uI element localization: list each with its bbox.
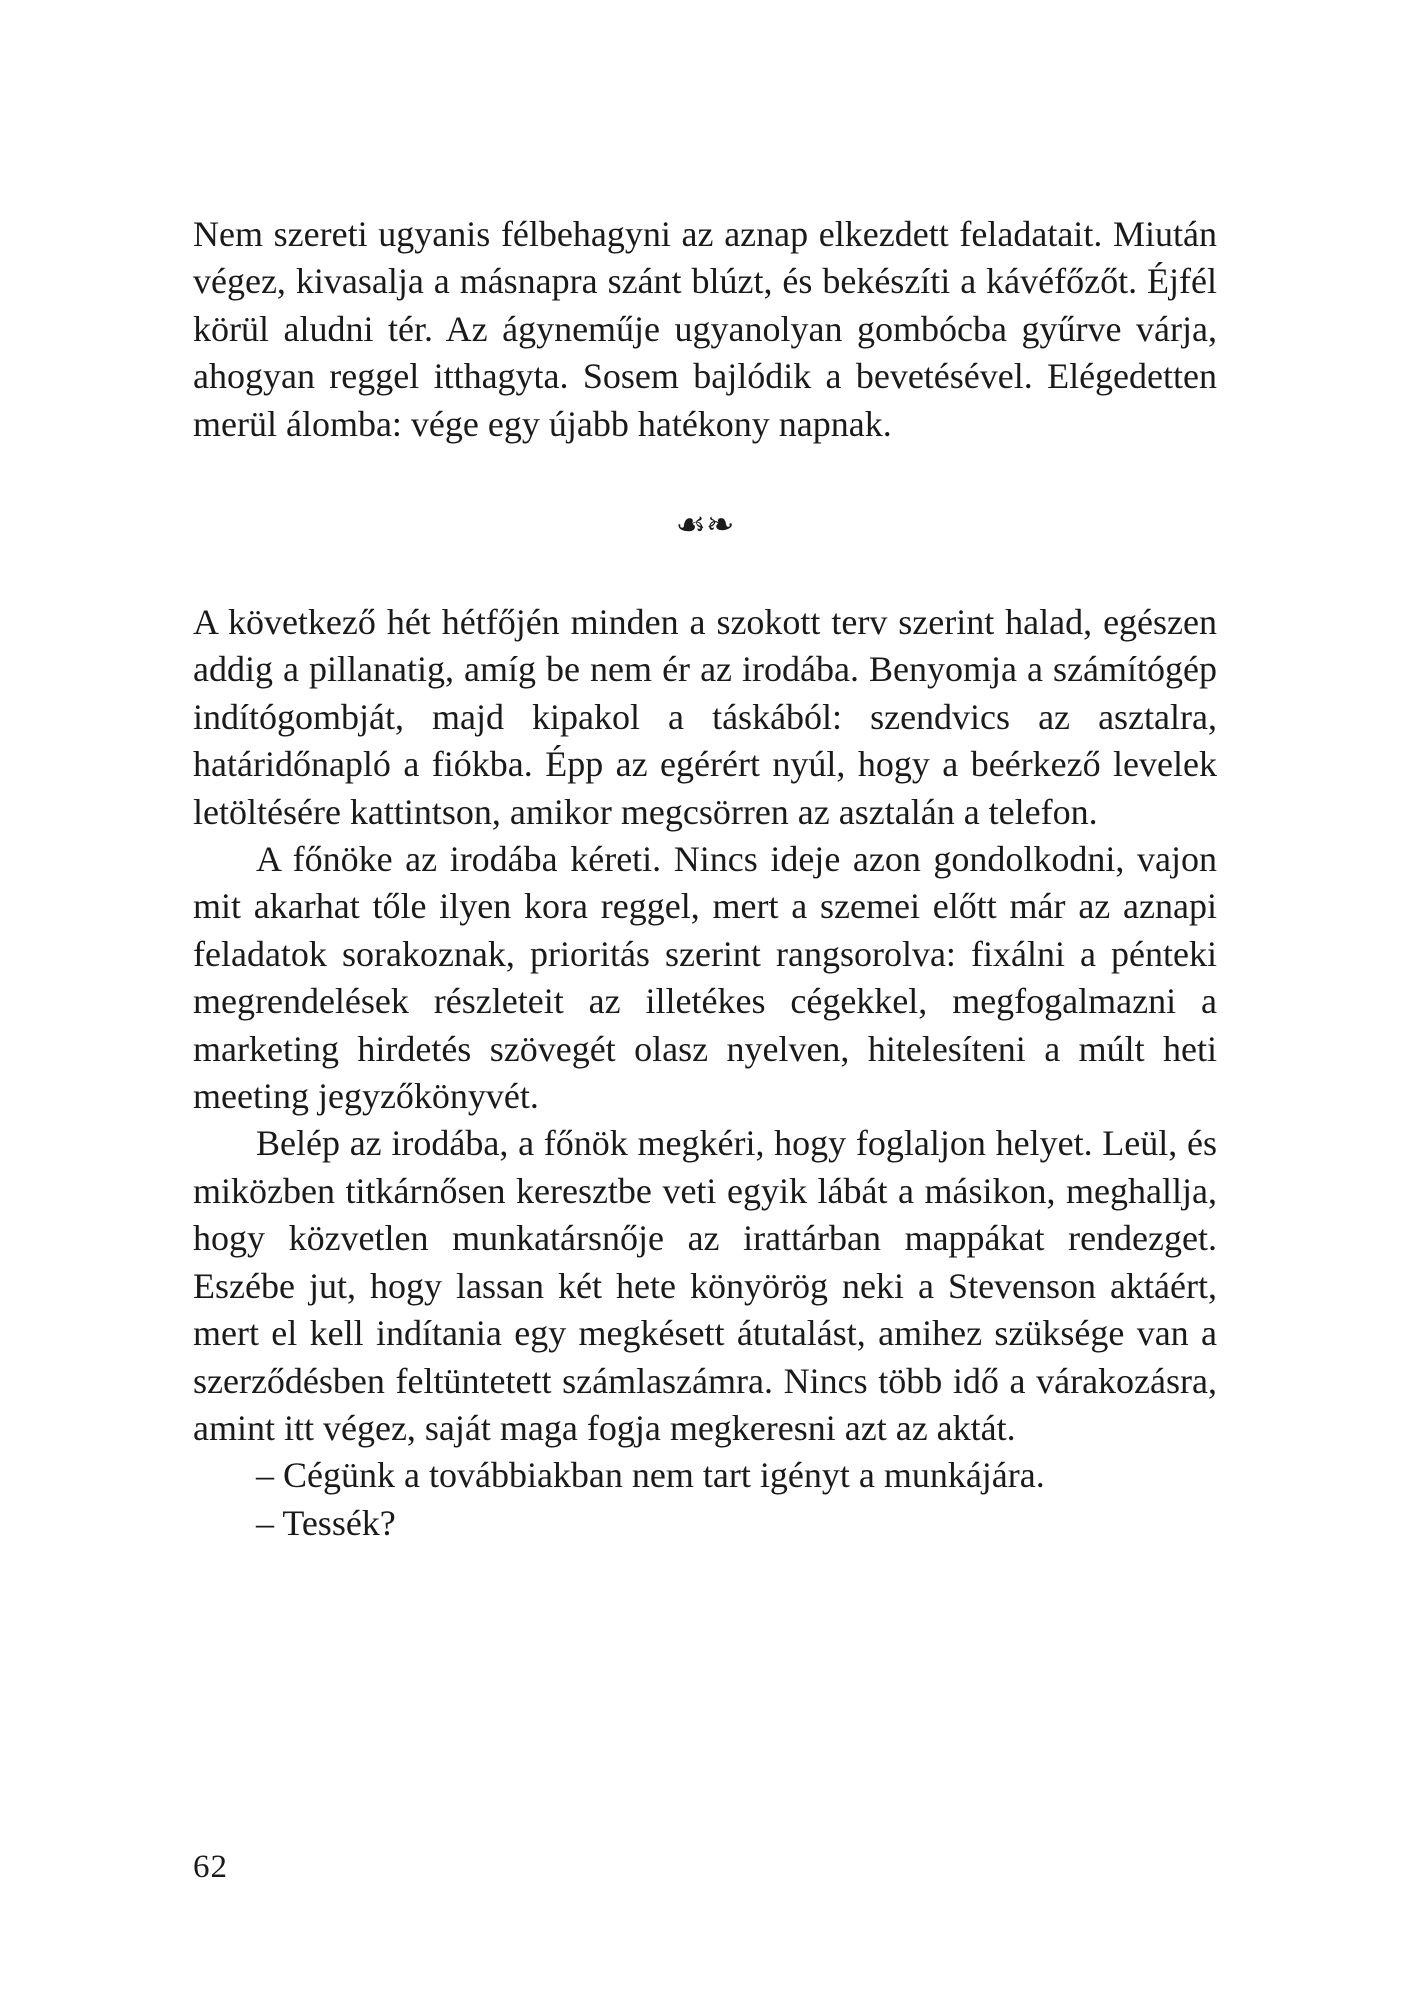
paragraph: Nem szereti ugyanis félbehagyni az aznap elkezdett feladatait. Miután végez, kivasalja a másnapra szánt blúzt, és bekészíti a kávéfőzőt. Éjfél körül aludni tér. Az ágyneműje ugyanolyan gombócba gyűrve várja, ahogyan reggel itthagyta. Sosem bajlódik a bevetésével. Elégedetten merül álomba: vége egy újabb hatékony napnak.	[193, 214, 1217, 444]
paragraph: Belép az irodába, a főnök megkéri, hogy foglaljon helyet. Leül, és miközben titkárnősen keresztbe veti egyik lábát a másikon, meghallja, hogy közvetlen munkatársnője az irattárban mappákat rendezget. Eszébe jut, hogy lassan két hete könyörög neki a Stevenson aktáért, mert el kell indítania egy megkésett átutalást, amihez szüksége van a szerződésben feltüntetett számlaszámra. Nincs több idő a várakozásra, amint itt végez, saját maga fogja megkeresni azt az aktát.	[193, 1123, 1217, 1448]
paragraph: A következő hét hétfőjén minden a szokott terv szerint halad, egészen addig a pillanatig, amíg be nem ér az irodába. Benyomja a számítógép indítógombját, majd kipakol a táskából: szendvics az asztalra, határidőnapló a fiókba. Épp az egérért nyúl, hogy a beérkező levelek letöltésére kattintson, amikor megcsörren az asztalán a telefon.	[193, 602, 1217, 832]
text-section-top	[193, 211, 1217, 448]
paragraph: A főnöke az irodába kéreti. Nincs ideje azon gondolkodni, vajon mit akarhat tőle ilyen kora reggel, mert a szemei előtt már az aznapi feladatok sorakoznak, prioritás szerint rangsorolva: fixálni a pénteki megrendelések részleteit az illetékes cégekkel, megfogalmazni a marketing hirdetés szövegét olasz nyelven, hitelesíteni a múlt heti meeting jegyzőkönyvét.	[193, 839, 1217, 1117]
dialogue-line: – Cégünk a továbbiakban nem tart igényt a munkájára.	[256, 1455, 1045, 1496]
text-section-bottom	[193, 599, 1217, 1547]
section-break-ornament: ☙❧	[675, 505, 735, 545]
page-number: 62	[193, 1849, 228, 1885]
dialogue-line: – Tessék?	[256, 1502, 396, 1543]
